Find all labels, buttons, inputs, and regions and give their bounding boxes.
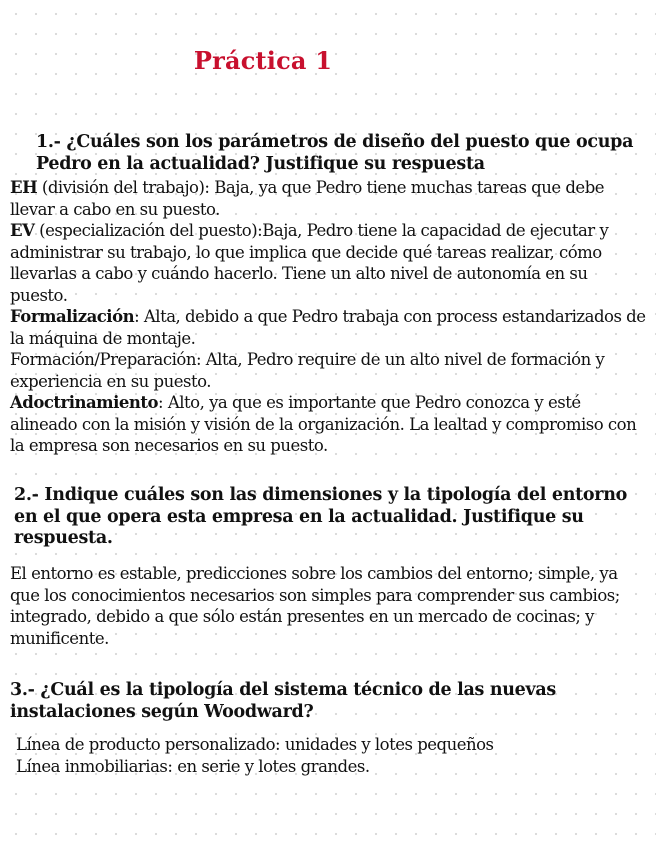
answer-3-line: Línea inmobiliarias: en serie y lotes grandes. <box>16 756 370 776</box>
document-title: Práctica 1 <box>193 46 333 75</box>
question-3: 3.- ¿Cuál es la tipología del sistema técnico de las nuevas instalaciones según Woodward? <box>10 680 556 722</box>
answer-1-text: : Alta, debido a que Pedro trabaja con process estandarizados de la máquina de montaje. <box>10 307 646 348</box>
question-1: 1.- ¿Cuáles son los parámetros de diseño del puesto que ocupa Pedro en la actualidad? Justifique su respuesta <box>36 132 634 174</box>
answer-1-item-formalizacion <box>10 306 646 349</box>
answer-1 <box>10 177 646 457</box>
answer-1-text: Formación/Preparación: Alta, Pedro require de un alto nivel de formación y experiencia en su puesto. <box>10 350 605 391</box>
answer-2 <box>10 563 646 649</box>
question-2: 2.- Indique cuáles son las dimensiones y la tipología del entorno en el que opera esta empresa en la actualidad. Justifique su respuesta. <box>14 485 628 548</box>
answer-1-text: (especialización del puesto):Baja, Pedro tiene la capacidad de ejecutar y administrar su trabajo, lo que implica que decide qué tareas realizar, cómo llevarlas a cabo y cuándo hacerlo. Tiene un alto nivel de autonomía en su puesto. <box>10 221 609 305</box>
answer-1-term: Formalización <box>10 307 135 326</box>
answer-3 <box>16 734 646 777</box>
answer-1-item-eh <box>10 177 646 220</box>
answer-2-paragraph: El entorno es estable, predicciones sobre los cambios del entorno; simple, ya que los conocimientos necesarios son simples para comprender sus cambios; <box>10 564 620 605</box>
answer-3-line: Línea de producto personalizado: unidades y lotes pequeños <box>16 735 494 754</box>
answer-2-paragraph: integrado, debido a que sólo están presentes en un mercado de cocinas; y munificente. <box>10 607 594 648</box>
answer-1-item-adoctrinamiento <box>10 392 646 457</box>
answer-1-text: (división del trabajo): Baja, ya que Pedro tiene muchas tareas que debe llevar a cabo en su puesto. <box>10 178 605 219</box>
answer-1-text: : Alto, ya que es importante que Pedro conozca y esté alineado con la misión y visión de la organización. La lealtad y compromiso con la empresa son necesarios en su puesto. <box>10 393 637 455</box>
answer-1-term: EH <box>10 178 38 197</box>
answer-1-item-ev <box>10 220 646 306</box>
answer-1-term: Adoctrinamiento <box>10 393 159 412</box>
answer-1-term: EV <box>10 221 35 240</box>
answer-1-item-formacion <box>10 349 646 392</box>
